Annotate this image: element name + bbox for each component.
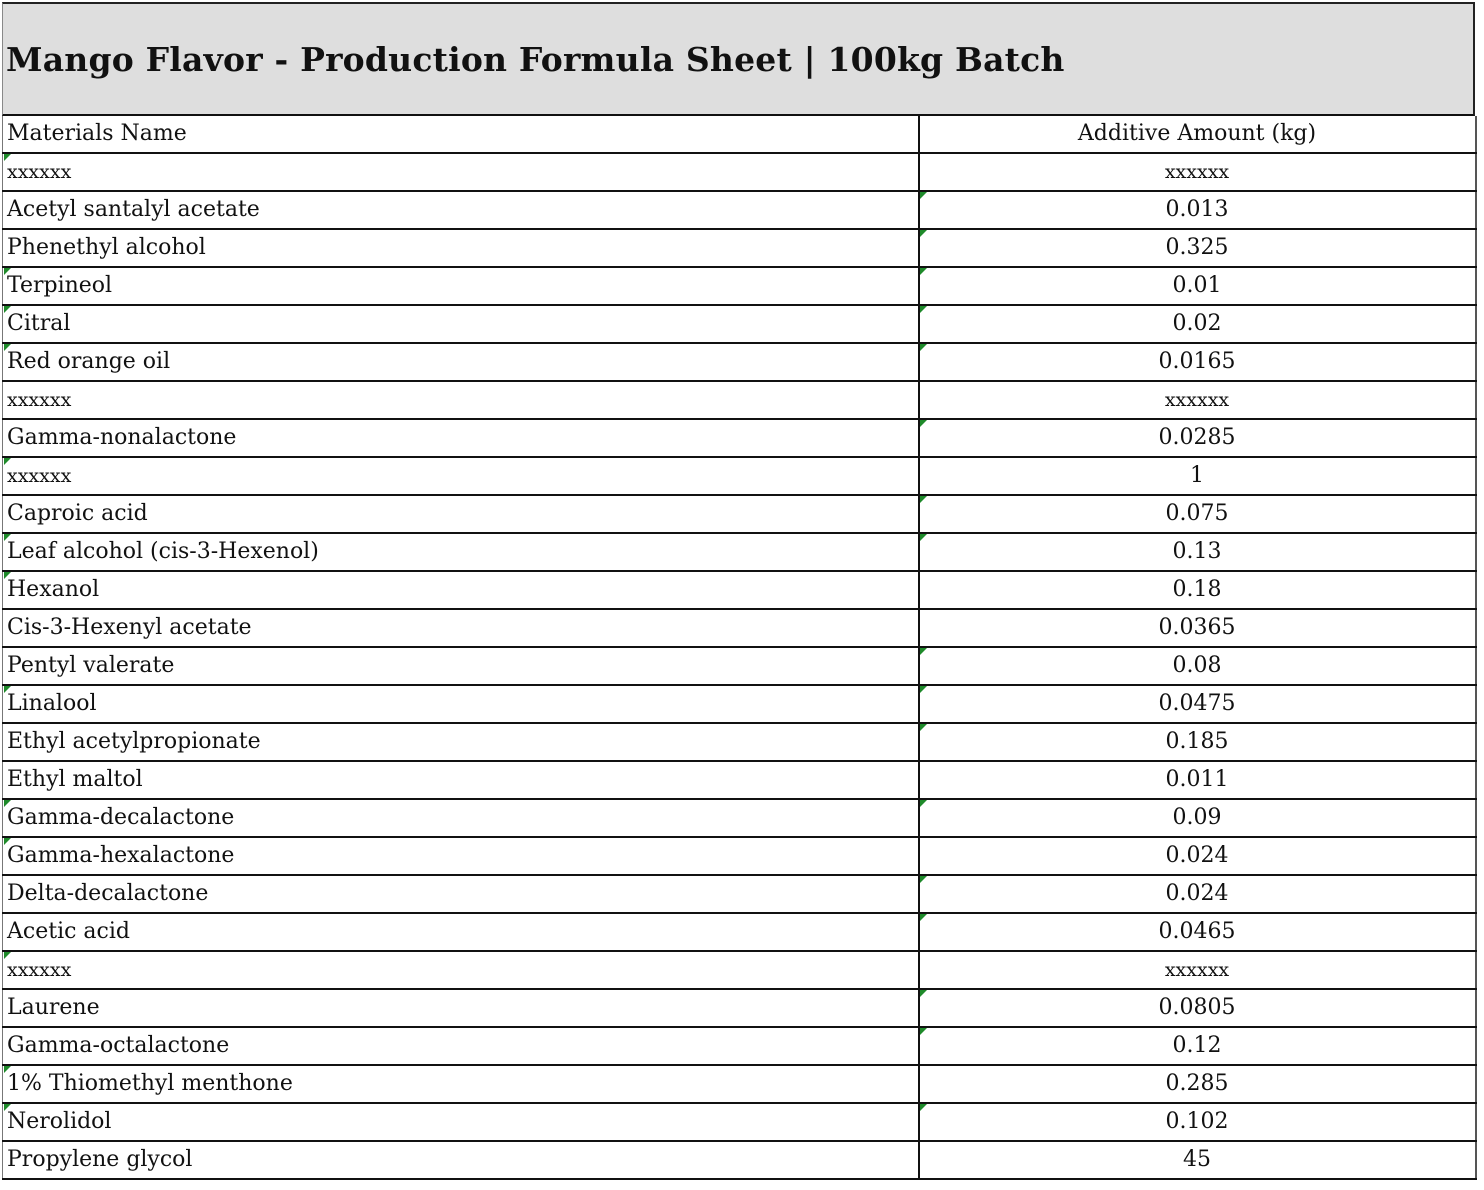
table-row	[3, 761, 1476, 799]
material-name-cell[interactable]	[3, 799, 919, 837]
cell-indicator-icon	[920, 724, 927, 731]
additive-amount-cell[interactable]	[919, 571, 1476, 609]
cell-indicator-icon	[4, 686, 11, 693]
material-name-cell[interactable]	[3, 305, 919, 343]
additive-amount: 0.09	[1172, 805, 1222, 830]
material-name: Pentyl valerate	[7, 653, 175, 678]
formula-table	[2, 116, 1477, 1180]
additive-amount: 0.325	[1165, 235, 1229, 260]
additive-amount-cell[interactable]	[919, 305, 1476, 343]
table-row	[3, 267, 1476, 305]
cell-indicator-icon	[920, 914, 927, 921]
additive-amount-cell[interactable]	[919, 989, 1476, 1027]
table-row	[3, 1065, 1476, 1103]
material-name-cell[interactable]	[3, 1103, 919, 1141]
table-row	[3, 647, 1476, 685]
additive-amount-cell[interactable]	[919, 457, 1476, 495]
additive-amount: 0.13	[1172, 539, 1222, 564]
material-name-cell[interactable]	[3, 343, 919, 381]
additive-amount: 1	[1190, 463, 1204, 488]
cell-indicator-icon	[920, 268, 927, 275]
cell-indicator-icon	[920, 648, 927, 655]
table-row	[3, 799, 1476, 837]
column-header-additive-amount[interactable]: Additive Amount (kg)	[919, 116, 1476, 153]
material-name-cell[interactable]	[3, 229, 919, 267]
table-row	[3, 571, 1476, 609]
material-name: Red orange oil	[7, 349, 171, 374]
additive-amount-cell[interactable]	[919, 191, 1476, 229]
material-name: Acetyl santalyl acetate	[7, 197, 260, 222]
material-name-cell[interactable]	[3, 761, 919, 799]
additive-amount: 0.0805	[1158, 995, 1236, 1020]
additive-amount: 0.024	[1165, 843, 1229, 868]
cell-indicator-icon	[920, 230, 927, 237]
material-name-cell[interactable]	[3, 1141, 919, 1179]
table-row	[3, 723, 1476, 761]
material-name-cell[interactable]	[3, 723, 919, 761]
additive-amount-cell[interactable]	[919, 1141, 1476, 1179]
material-name: Gamma-nonalactone	[7, 425, 237, 450]
additive-amount-cell[interactable]	[919, 875, 1476, 913]
additive-amount: 0.0475	[1158, 691, 1236, 716]
cell-indicator-icon	[920, 192, 927, 199]
material-name-cell[interactable]	[3, 875, 919, 913]
additive-amount-cell[interactable]	[919, 685, 1476, 723]
material-name: Gamma-decalactone	[7, 805, 235, 830]
cell-indicator-icon	[4, 534, 11, 541]
material-name: Acetic acid	[7, 919, 130, 944]
material-name: Cis-3-Hexenyl acetate	[7, 615, 252, 640]
cell-indicator-icon	[920, 800, 927, 807]
table-row	[3, 989, 1476, 1027]
cell-indicator-icon	[4, 952, 11, 959]
table-body	[3, 153, 1476, 1179]
additive-amount: 0.185	[1165, 729, 1229, 754]
cell-indicator-icon	[920, 534, 927, 541]
material-name: Phenethyl alcohol	[7, 235, 206, 260]
table-row	[3, 951, 1476, 989]
material-name: Terpineol	[7, 273, 113, 298]
table-row	[3, 419, 1476, 457]
additive-amount-cell[interactable]	[919, 609, 1476, 647]
additive-amount-cell[interactable]	[919, 799, 1476, 837]
material-name: Caproic acid	[7, 501, 148, 526]
table-row	[3, 913, 1476, 951]
table-row	[3, 191, 1476, 229]
additive-amount-cell[interactable]	[919, 381, 1476, 419]
additive-amount: 0.0165	[1158, 349, 1236, 374]
additive-amount-cell[interactable]	[919, 1103, 1476, 1141]
table-row	[3, 875, 1476, 913]
additive-amount: 0.013	[1165, 197, 1229, 222]
table-row	[3, 457, 1476, 495]
table-row	[3, 609, 1476, 647]
table-row	[3, 343, 1476, 381]
table-row	[3, 533, 1476, 571]
cell-indicator-icon	[4, 1066, 11, 1073]
additive-amount: 0.08	[1172, 653, 1222, 678]
material-name-cell[interactable]	[3, 913, 919, 951]
table-row	[3, 305, 1476, 343]
table-row	[3, 685, 1476, 723]
additive-amount: 0.0365	[1158, 615, 1236, 640]
cell-indicator-icon	[920, 686, 927, 693]
additive-amount: 0.024	[1165, 881, 1229, 906]
additive-amount-cell[interactable]	[919, 533, 1476, 571]
material-name: Citral	[7, 311, 71, 336]
table-row	[3, 1103, 1476, 1141]
cell-indicator-icon	[4, 458, 11, 465]
material-name-cell[interactable]	[3, 1027, 919, 1065]
additive-amount-cell[interactable]	[919, 647, 1476, 685]
additive-amount: xxxxxx	[1164, 161, 1230, 183]
material-name-cell[interactable]	[3, 989, 919, 1027]
additive-amount-cell[interactable]	[919, 343, 1476, 381]
cell-indicator-icon	[4, 154, 11, 161]
additive-amount-cell[interactable]	[919, 1065, 1476, 1103]
material-name: Ethyl acetylpropionate	[7, 729, 261, 754]
additive-amount: 0.12	[1172, 1033, 1222, 1058]
cell-indicator-icon	[920, 1028, 927, 1035]
material-name: Gamma-octalactone	[7, 1033, 230, 1058]
material-name: Laurene	[7, 995, 100, 1020]
additive-amount: 0.18	[1172, 577, 1222, 602]
additive-amount-cell[interactable]	[919, 913, 1476, 951]
additive-amount: xxxxxx	[1164, 389, 1230, 411]
material-name: Gamma-hexalactone	[7, 843, 235, 868]
additive-amount-cell[interactable]	[919, 951, 1476, 989]
cell-indicator-icon	[4, 268, 11, 275]
additive-amount-cell[interactable]	[919, 837, 1476, 875]
table-row	[3, 837, 1476, 875]
additive-amount-cell[interactable]	[919, 229, 1476, 267]
material-name: Hexanol	[7, 577, 100, 602]
additive-amount-cell[interactable]	[919, 267, 1476, 305]
material-name-cell[interactable]	[3, 951, 919, 989]
additive-amount-cell[interactable]	[919, 153, 1476, 191]
material-name-cell[interactable]	[3, 533, 919, 571]
additive-amount-cell[interactable]	[919, 723, 1476, 761]
spreadsheet	[2, 2, 1475, 1180]
material-name: 1% Thiomethyl menthone	[7, 1071, 293, 1096]
cell-indicator-icon	[920, 420, 927, 427]
material-name-cell[interactable]	[3, 267, 919, 305]
cell-indicator-icon	[920, 344, 927, 351]
additive-amount-cell[interactable]	[919, 419, 1476, 457]
additive-amount: 0.0285	[1158, 425, 1236, 450]
material-name-cell[interactable]	[3, 1065, 919, 1103]
cell-indicator-icon	[920, 1104, 927, 1111]
additive-amount: 0.02	[1172, 311, 1222, 336]
material-name-cell[interactable]	[3, 647, 919, 685]
material-name-cell[interactable]	[3, 457, 919, 495]
material-name-cell[interactable]	[3, 419, 919, 457]
additive-amount: 0.01	[1172, 273, 1222, 298]
material-name: Nerolidol	[7, 1109, 112, 1134]
material-name-cell[interactable]	[3, 837, 919, 875]
material-name-cell[interactable]	[3, 191, 919, 229]
cell-indicator-icon	[4, 1104, 11, 1111]
cell-indicator-icon	[920, 306, 927, 313]
additive-amount-cell[interactable]	[919, 761, 1476, 799]
material-name: xxxxxx	[7, 959, 72, 981]
additive-amount: 0.075	[1165, 501, 1229, 526]
cell-indicator-icon	[4, 344, 11, 351]
additive-amount: 0.285	[1165, 1071, 1229, 1096]
material-name-cell[interactable]	[3, 685, 919, 723]
material-name-cell[interactable]	[3, 609, 919, 647]
cell-indicator-icon	[920, 990, 927, 997]
table-row	[3, 495, 1476, 533]
additive-amount: 45	[1183, 1147, 1211, 1172]
material-name-cell[interactable]	[3, 495, 919, 533]
additive-amount: xxxxxx	[1164, 959, 1230, 981]
additive-amount: 0.011	[1165, 767, 1229, 792]
cell-indicator-icon	[920, 496, 927, 503]
sheet-title: Mango Flavor - Production Formula Sheet | 100kg Batch	[6, 39, 1065, 79]
table-row	[3, 229, 1476, 267]
material-name-cell[interactable]	[3, 381, 919, 419]
cell-indicator-icon	[4, 306, 11, 313]
material-name-cell[interactable]	[3, 153, 919, 191]
material-name: xxxxxx	[7, 465, 72, 487]
additive-amount-cell[interactable]	[919, 1027, 1476, 1065]
material-name: xxxxxx	[7, 389, 72, 411]
column-header-materials-name[interactable]: Materials Name	[3, 116, 919, 153]
header-row	[3, 116, 1476, 153]
cell-indicator-icon	[4, 800, 11, 807]
cell-indicator-icon	[920, 876, 927, 883]
additive-amount: 0.0465	[1158, 919, 1236, 944]
material-name: Ethyl maltol	[7, 767, 143, 792]
table-row	[3, 1141, 1476, 1179]
material-name: xxxxxx	[7, 161, 72, 183]
material-name: Delta-decalactone	[7, 881, 209, 906]
cell-indicator-icon	[4, 838, 11, 845]
cell-indicator-icon	[4, 572, 11, 579]
additive-amount: 0.102	[1165, 1109, 1229, 1134]
material-name: Linalool	[7, 691, 97, 716]
table-row	[3, 1027, 1476, 1065]
table-row	[3, 381, 1476, 419]
material-name-cell[interactable]	[3, 571, 919, 609]
additive-amount-cell[interactable]	[919, 495, 1476, 533]
title-cell[interactable]	[2, 2, 1475, 116]
table-row	[3, 153, 1476, 191]
material-name: Leaf alcohol (cis-3-Hexenol)	[7, 539, 319, 564]
material-name: Propylene glycol	[7, 1147, 193, 1172]
